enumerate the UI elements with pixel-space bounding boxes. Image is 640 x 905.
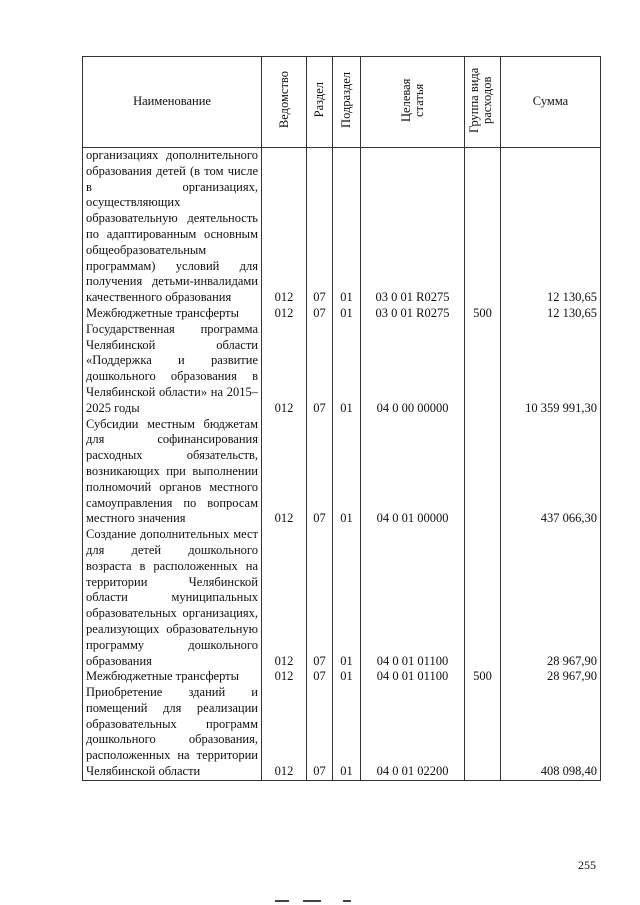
row-amount: 408 098,40 bbox=[501, 685, 601, 780]
header-expense-group: Группа вида расходов bbox=[465, 57, 501, 148]
row-subsection: 01 bbox=[333, 669, 361, 685]
row-department: 012 bbox=[262, 148, 307, 306]
row-target-article: 03 0 01 R0275 bbox=[361, 148, 465, 306]
header-section: Раздел bbox=[307, 57, 333, 148]
row-amount: 10 359 991,30 bbox=[501, 322, 601, 417]
row-subsection: 01 bbox=[333, 306, 361, 322]
row-subsection: 01 bbox=[333, 685, 361, 780]
row-name: Межбюджетные трансферты bbox=[83, 669, 262, 685]
row-amount: 12 130,65 bbox=[501, 148, 601, 306]
row-section: 07 bbox=[307, 306, 333, 322]
row-department: 012 bbox=[262, 669, 307, 685]
row-target-article: 03 0 01 R0275 bbox=[361, 306, 465, 322]
row-section: 07 bbox=[307, 148, 333, 306]
row-target-article: 04 0 01 02200 bbox=[361, 685, 465, 780]
row-amount: 12 130,65 bbox=[501, 306, 601, 322]
row-section: 07 bbox=[307, 527, 333, 669]
row-name: организациях дополнительного образования детей (в том числе в организациях, осуществляющих образовательную деятельность по адаптированным основным общеобразовательным программам) условий для получения детьми-инвалидами качественного образования bbox=[83, 148, 262, 306]
table-row bbox=[83, 669, 601, 685]
table-row bbox=[83, 685, 601, 780]
row-target-article: 04 0 01 01100 bbox=[361, 527, 465, 669]
header-subsection: Подраздел bbox=[333, 57, 361, 148]
row-name: Межбюджетные трансферты bbox=[83, 306, 262, 322]
row-expense-group: 500 bbox=[465, 669, 501, 685]
table-header bbox=[83, 57, 601, 148]
row-expense-group: 500 bbox=[465, 306, 501, 322]
page-number: 255 bbox=[578, 858, 596, 872]
row-name: Субсидии местным бюджетам для софинансирования расходных обязательств, возникающих при выполнении полномочий органов местного самоуправления по вопросам местного значения bbox=[83, 417, 262, 528]
row-name: Приобретение зданий и помещений для реализации образовательных программ дошкольного образования, расположенных на территории Челябинской области bbox=[83, 685, 262, 780]
scan-artifact bbox=[275, 898, 370, 903]
row-name: Государственная программа Челябинской области «Поддержка и развитие дошкольного образования в Челябинской области» на 2015–2025 годы bbox=[83, 322, 262, 417]
row-subsection: 01 bbox=[333, 148, 361, 306]
row-amount: 28 967,90 bbox=[501, 527, 601, 669]
table-row bbox=[83, 306, 601, 322]
row-subsection: 01 bbox=[333, 527, 361, 669]
row-department: 012 bbox=[262, 306, 307, 322]
row-expense-group bbox=[465, 148, 501, 306]
row-expense-group bbox=[465, 417, 501, 528]
row-expense-group bbox=[465, 527, 501, 669]
row-department: 012 bbox=[262, 527, 307, 669]
row-subsection: 01 bbox=[333, 322, 361, 417]
table-body bbox=[83, 148, 601, 781]
header-department: Ведомство bbox=[262, 57, 307, 148]
header-target-article: Целевая статья bbox=[361, 57, 465, 148]
row-amount: 437 066,30 bbox=[501, 417, 601, 528]
table-row bbox=[83, 527, 601, 669]
budget-table bbox=[82, 56, 601, 781]
row-department: 012 bbox=[262, 685, 307, 780]
table-row bbox=[83, 417, 601, 528]
table-row bbox=[83, 322, 601, 417]
row-subsection: 01 bbox=[333, 417, 361, 528]
row-target-article: 04 0 00 00000 bbox=[361, 322, 465, 417]
row-name: Создание дополнительных мест для детей дошкольного возраста в расположенных на территории Челябинской области муниципальных образовательных организациях, реализующих образовательную программу дошкольного образования bbox=[83, 527, 262, 669]
row-department: 012 bbox=[262, 322, 307, 417]
table-row bbox=[83, 148, 601, 306]
header-name: Наименование bbox=[83, 57, 262, 148]
row-target-article: 04 0 01 01100 bbox=[361, 669, 465, 685]
header-amount: Сумма bbox=[501, 57, 601, 148]
row-target-article: 04 0 01 00000 bbox=[361, 417, 465, 528]
row-amount: 28 967,90 bbox=[501, 669, 601, 685]
row-section: 07 bbox=[307, 322, 333, 417]
row-expense-group bbox=[465, 322, 501, 417]
row-department: 012 bbox=[262, 417, 307, 528]
row-expense-group bbox=[465, 685, 501, 780]
row-section: 07 bbox=[307, 417, 333, 528]
row-section: 07 bbox=[307, 685, 333, 780]
row-section: 07 bbox=[307, 669, 333, 685]
